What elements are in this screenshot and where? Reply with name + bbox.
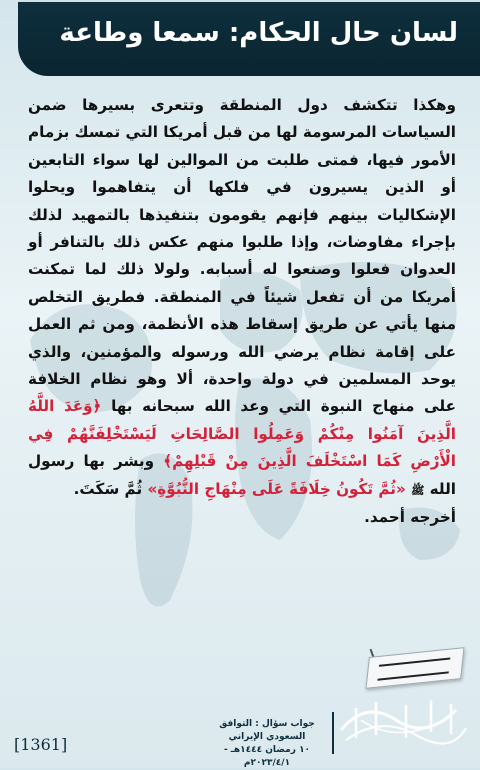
footer-divider <box>332 712 334 754</box>
header-banner <box>18 0 480 76</box>
source-title: جواب سؤال : التوافق السعودي الإيراني <box>219 719 315 742</box>
source-date: ١٠ رمضان ١٤٤٤هـ - ٢٠٢٣/٤/١م <box>223 745 311 768</box>
article-intro: وهكذا تتكشف دول المنطقة وتتعرى بسيرها ضمن السياسات المرسومة لها من قبل أمريكا التي تمسك بزمام الأمور فيها، فمتى طلبت من الموالين لها سواء التابعين أو الذين يسيرون في فلكها أن يتفاهموا ويحلوا الإشكاليات بينهم فإنهم يقومون بتنفيذها بالتمهيد لذلك بإجراء مفاوضات، وإذا طلبوا منهم عكس ذلك بالتنافر أو العدوان فعلوا وصنعوا له أسبابه. ولولا ذلك لما تمكنت أمريكا من أن تفعل شيئاً في المنطقة. فطريق التخلص منها يأتي عن طريق إسقاط هذه الأنظمة، ومن ثم العمل على إقامة نظام يرضي الله ورسوله والمؤمنين، والذي يوحد المسلمين في دولة واحدة، ألا وهو نظام الخلافة على منهاج النبوة التي وعد الله سبحانه بها <box>28 96 456 416</box>
flag-calligraphy <box>377 657 450 680</box>
article-body <box>28 92 456 532</box>
quran-verse: ﴿وَعَدَ اللَّهُ الَّذِينَ آمَنُوا مِنْكُمْ وَعَمِلُوا الصَّالِحَاتِ لَيَسْتَخْلِفَنَّهُمْ فِي الْأَرْضِ كَمَا اسْتَخْلَفَ الَّذِينَ مِنْ قَبْلِهِمْ﴾ <box>28 397 457 471</box>
hadith-ending: ثُمَّ سَكَتَ. <box>73 479 143 498</box>
hadith-quote: «ثُمَّ تَكُونُ خِلَافَةً عَلَى مِنْهَاجِ النُّبُوَّةِ» <box>142 479 412 498</box>
salawat-glyph: ﷺ <box>411 483 425 497</box>
hadith-source: أخرجه أحمد. <box>364 508 456 527</box>
source-reference <box>203 718 331 770</box>
article-bridge: وبشر بها رسول الله <box>28 452 456 498</box>
page-title: لسان حال الحكام: سمعا وطاعة <box>59 18 458 48</box>
issue-number: [1361] <box>14 735 68 754</box>
calligraphy-seal-logo <box>336 690 470 748</box>
